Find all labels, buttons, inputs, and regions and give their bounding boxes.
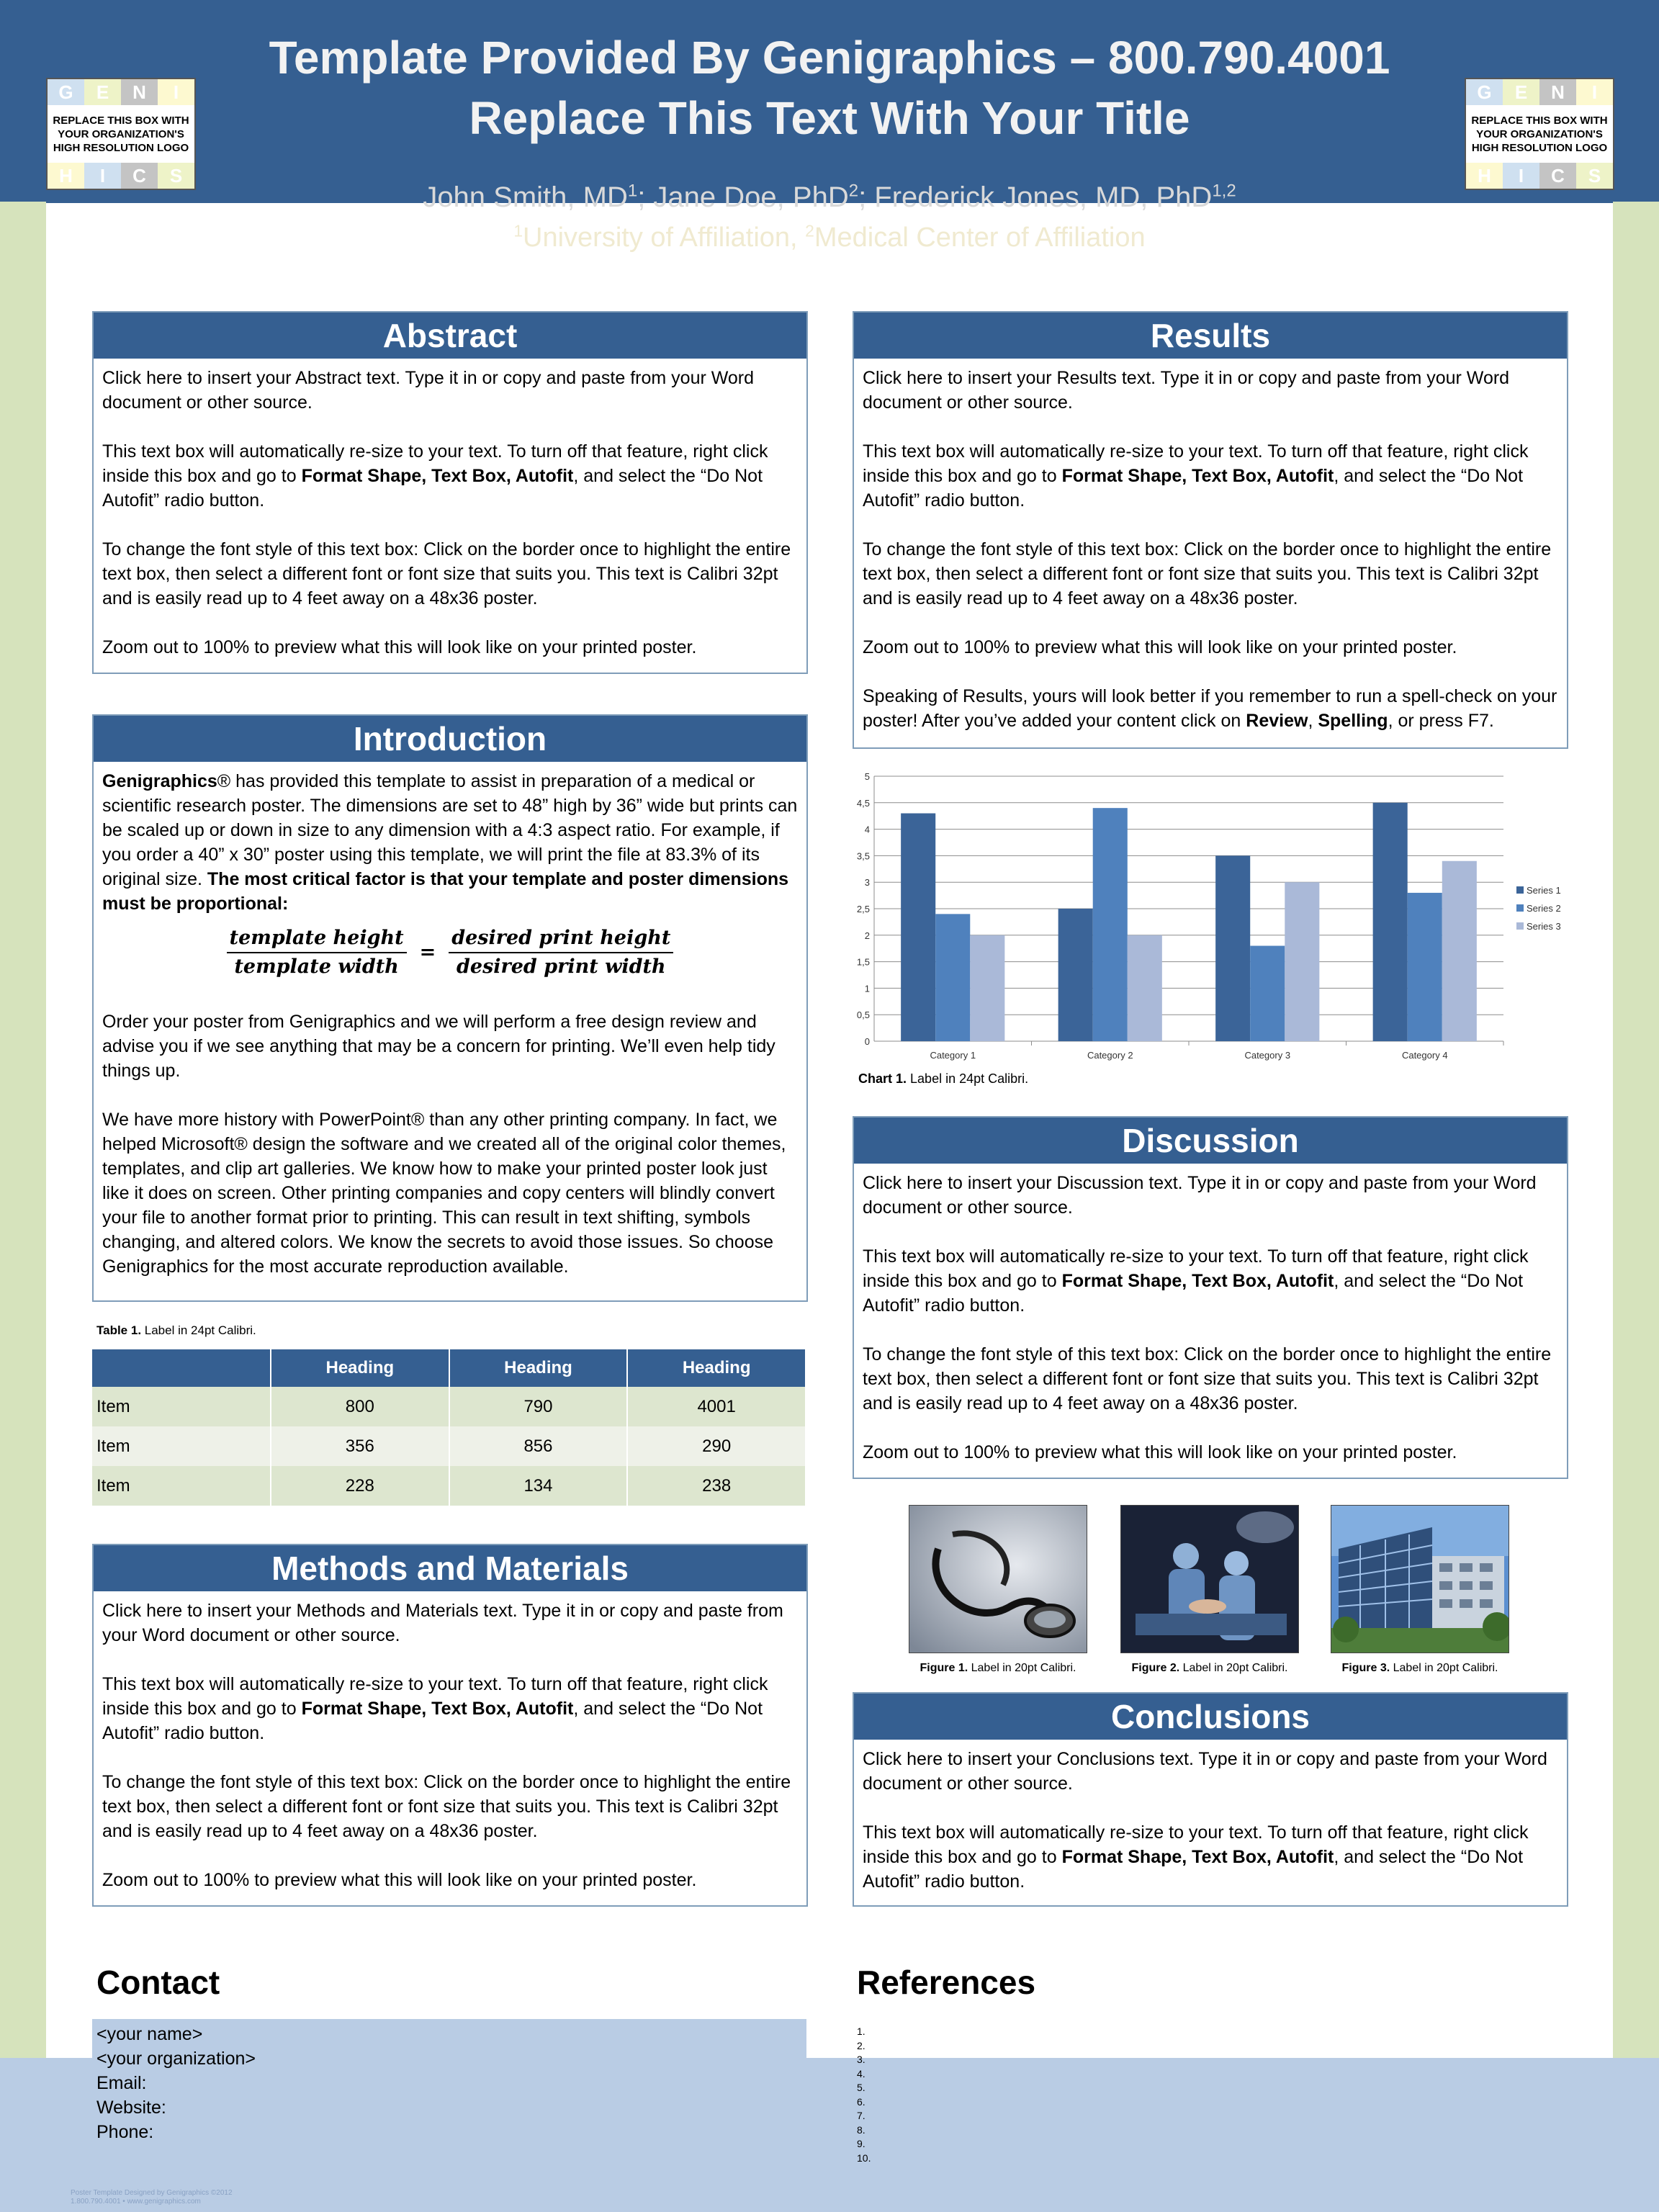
chart-bar-series-1: [901, 814, 935, 1041]
left-side-band: [0, 202, 46, 2059]
introduction-paragraph: [102, 769, 798, 916]
methods-heading: Methods and Materials: [94, 1545, 806, 1591]
text-run: This text box will automatically re-size to your text. To turn off that feature, right click inside this box and go to: [102, 1674, 768, 1719]
formula-numerator: template height: [227, 926, 407, 953]
table-row: [92, 1466, 806, 1506]
contact-heading: Contact: [96, 1964, 220, 2001]
data-table[interactable]: [92, 1349, 806, 1506]
table-cell: 800: [271, 1387, 449, 1426]
discussion-paragraph: To change the font style of this text box: Click on the border once to highlight the entire text box, then select a different font or font size that suits you. This text is Calibri 32pt and is easily read up to 4 feet away on a 48x36 poster.: [863, 1344, 1552, 1413]
logo-placeholder-left[interactable]: [46, 78, 196, 190]
methods-body[interactable]: [94, 1591, 806, 1892]
formula-equals: =: [419, 941, 436, 963]
table-cell: Item: [92, 1466, 271, 1506]
reference-item: 8.: [857, 2123, 866, 2136]
affil-2-sup: 2: [805, 221, 814, 240]
discussion-paragraph: [863, 1244, 1558, 1318]
results-paragraph: [863, 684, 1558, 733]
abstract-paragraph: To change the font style of this text box: Click on the border once to highlight the entire text box, then select a different font or font size that suits you. This text is Calibri 32pt and is easily read up to 4 feet away on a 48x36 poster.: [102, 539, 791, 608]
logo-text-line: YOUR ORGANIZATION'S: [1476, 127, 1603, 140]
contact-phone: Phone:: [96, 2122, 154, 2142]
introduction-section: [92, 714, 808, 1302]
methods-paragraph: Click here to insert your Methods and Materials text. Type it in or copy and paste from your Word document or other source.: [102, 1601, 783, 1645]
figure-3-building-image[interactable]: [1331, 1505, 1509, 1653]
chart-legend-swatch: [1516, 904, 1524, 912]
text-run: ®: [217, 771, 231, 791]
right-side-band: [1613, 202, 1659, 2059]
table-cell: Item: [92, 1387, 271, 1426]
author-1: John Smith, MD: [423, 181, 628, 213]
bold-run: Review: [1246, 711, 1308, 731]
author-2: ; Jane Doe, PhD: [637, 181, 849, 213]
chart-legend-label: Series 2: [1527, 903, 1561, 914]
contact-email: Email:: [96, 2073, 147, 2093]
introduction-body[interactable]: [94, 762, 806, 1279]
abstract-paragraph: [102, 439, 798, 513]
figure-1-stethoscope-image[interactable]: [909, 1505, 1087, 1653]
chart-bar-series-3: [1128, 935, 1162, 1041]
abstract-paragraph: Click here to insert your Abstract text. Type it in or copy and paste from your Word document or other source.: [102, 368, 755, 413]
caption-bold: Figure 3.: [1341, 1662, 1390, 1674]
conclusions-paragraph: Click here to insert your Conclusions text. Type it in or copy and paste from your Word document or other source.: [863, 1749, 1547, 1794]
chart-bar-series-3: [970, 935, 1004, 1041]
caption-bold: Figure 1.: [920, 1662, 968, 1674]
table-cell: 238: [627, 1466, 806, 1506]
title-line-2: Replace This Text With Your Title: [469, 92, 1190, 144]
table-header-cell: Heading: [271, 1349, 449, 1387]
chart-y-tick-label: 0,5: [856, 1010, 870, 1021]
table-cell: 228: [271, 1466, 449, 1506]
contact-website: Website:: [96, 2098, 166, 2118]
reference-item: 10.: [857, 2152, 871, 2164]
footer-credit: [71, 2189, 233, 2206]
caption-bold: Chart 1.: [858, 1071, 907, 1086]
chart-legend-label: Series 3: [1527, 921, 1561, 932]
chart-y-tick-label: 2,5: [856, 904, 870, 914]
affil-2: Medical Center of Affiliation: [814, 222, 1146, 253]
methods-paragraph: Zoom out to 100% to preview what this will look like on your printed poster.: [102, 1870, 697, 1890]
proportion-formula: [102, 926, 798, 979]
title-line-1: Template Provided By Genigraphics – 800.790.4001: [269, 32, 1390, 84]
contact-box[interactable]: [92, 2019, 806, 2149]
results-paragraph: To change the font style of this text box: Click on the border once to highlight the entire text box, then select a different font or font size that suits you. This text is Calibri 32pt and is easily read up to 4 feet away on a 48x36 poster.: [863, 539, 1552, 608]
text-run: , and select the “Do Not Autofit” radio button.: [102, 1699, 763, 1743]
author-3-sup: 1,2: [1212, 181, 1236, 201]
bold-run: Spelling: [1318, 711, 1388, 731]
reference-item: 6.: [857, 2095, 866, 2108]
logo-text-line: HIGH RESOLUTION LOGO: [53, 141, 189, 154]
bold-run: Format Shape, Text Box, Autofit: [301, 466, 574, 486]
poster-title[interactable]: [216, 27, 1443, 148]
table-cell: 856: [449, 1426, 628, 1466]
methods-section: [92, 1544, 808, 1907]
reference-item: 9.: [857, 2138, 866, 2149]
formula-denominator: desired print width: [457, 956, 666, 978]
reference-item: 2.: [857, 2039, 866, 2051]
discussion-paragraph: Zoom out to 100% to preview what this will look like on your printed poster.: [863, 1442, 1457, 1462]
results-section: [853, 311, 1568, 749]
footer-credit-line: 1.800.790.4001 • www.genigraphics.com: [71, 2198, 201, 2206]
logo-text: [1466, 105, 1613, 163]
discussion-paragraph: Click here to insert your Discussion text. Type it in or copy and paste from your Word document or other source.: [863, 1173, 1537, 1218]
text-run: This text box will automatically re-size to your text. To turn off that feature, right click inside this box and go to: [863, 1246, 1529, 1291]
reference-item: 5.: [857, 2082, 866, 2093]
chart-y-tick-label: 3: [864, 877, 870, 889]
figure-1-caption: [887, 1662, 1109, 1675]
bold-run: Format Shape, Text Box, Autofit: [1061, 1271, 1334, 1291]
caption-bold: Figure 2.: [1131, 1662, 1180, 1674]
affiliations-line[interactable]: [216, 220, 1443, 255]
conclusions-body[interactable]: [854, 1740, 1567, 1894]
discussion-section: [853, 1116, 1568, 1479]
logo-text-line: REPLACE THIS BOX WITH: [1471, 114, 1608, 127]
chart-bar-series-2: [1408, 893, 1442, 1041]
formula-left-fraction: [227, 926, 407, 979]
chart-bar-series-2: [1250, 946, 1285, 1041]
bold-run: Format Shape, Text Box, Autofit: [301, 1699, 574, 1719]
chart-legend-swatch: [1516, 886, 1524, 894]
figure-3-caption: [1309, 1662, 1531, 1675]
table-header-cell: [92, 1349, 271, 1387]
caption-text: Label in 20pt Calibri.: [968, 1662, 1076, 1674]
author-2-sup: 2: [848, 181, 859, 201]
caption-text: Label in 24pt Calibri.: [141, 1323, 256, 1337]
text-run: has provided this template to assist in preparation of a medical or scientific research poster. The dimensions are set to 48” high by 36” wide but prints can be scaled up or down in size to any dimension with a 4:3 aspect ratio. For example, if you order a 40” x 30” poster using this template, we will print the file at 83.3% of its original size.: [102, 771, 798, 889]
text-run: This text box will automatically re-size to your text. To turn off that feature, right click inside this box and go to: [102, 441, 768, 486]
caption-text: Label in 24pt Calibri.: [907, 1071, 1029, 1086]
references-list[interactable]: [857, 2025, 871, 2165]
logo-text-line: YOUR ORGANIZATION'S: [58, 127, 184, 140]
bold-run: The most critical factor is that your template and poster dimensions must be proportional:: [102, 869, 789, 914]
logo-placeholder-right[interactable]: [1465, 78, 1614, 190]
logo-letter: I: [1576, 79, 1613, 105]
chart-y-tick-label: 1,5: [856, 956, 870, 968]
chart-x-tick-label: Category 2: [1087, 1050, 1133, 1061]
caption-text: Label in 20pt Calibri.: [1179, 1662, 1288, 1674]
table-header-row: [92, 1349, 806, 1387]
bold-run: Format Shape, Text Box, Autofit: [1061, 1847, 1334, 1867]
logo-letter: N: [121, 79, 158, 105]
logo-letter: S: [1576, 163, 1613, 189]
reference-item: 3.: [857, 2054, 866, 2065]
chart-bar-series-3: [1442, 861, 1477, 1041]
chart-bar-series-1: [1373, 803, 1408, 1041]
hospital-building-icon: [1331, 1506, 1509, 1653]
logo-text-line: REPLACE THIS BOX WITH: [53, 114, 189, 127]
formula-denominator: template width: [234, 956, 399, 978]
chart-y-tick-label: 0: [864, 1036, 870, 1047]
abstract-body[interactable]: [94, 359, 806, 660]
affil-1: University of Affiliation,: [523, 222, 806, 253]
discussion-body[interactable]: [854, 1164, 1567, 1465]
formula-numerator: desired print height: [449, 926, 673, 953]
text-run: ,: [1308, 711, 1318, 731]
bold-run: Format Shape, Text Box, Autofit: [1061, 466, 1334, 486]
table-cell: 290: [627, 1426, 806, 1466]
results-heading: Results: [854, 313, 1567, 359]
results-paragraph: [863, 439, 1558, 513]
logo-letter: H: [48, 163, 84, 189]
text-run: , and select the “Do Not Autofit” radio button.: [863, 466, 1524, 511]
table-row: [92, 1387, 806, 1426]
figure-2-caption: [1099, 1662, 1321, 1675]
table-cell: Item: [92, 1426, 271, 1466]
reference-item: 1.: [857, 2026, 866, 2037]
chart-y-tick-label: 4: [864, 824, 870, 835]
logo-letter: C: [121, 163, 158, 189]
chart-y-tick-label: 2: [864, 930, 870, 941]
introduction-paragraph: Order your poster from Genigraphics and we will perform a free design review and advise you if we see anything that may be a concern for printing. We’ll even help tidy things up.: [102, 1012, 775, 1081]
text-run: This text box will automatically re-size to your text. To turn off that feature, right click inside this box and go to: [863, 441, 1529, 486]
chart-y-tick-label: 1: [864, 983, 870, 994]
logo-letter: N: [1539, 79, 1576, 105]
caption-text: Label in 20pt Calibri.: [1390, 1662, 1498, 1674]
results-body[interactable]: [854, 359, 1567, 733]
footer-credit-line: Poster Template Designed by Genigraphics ©2012: [71, 2189, 233, 2197]
table-cell: 356: [271, 1426, 449, 1466]
table-cell: 4001: [627, 1387, 806, 1426]
abstract-section: [92, 311, 808, 674]
introduction-paragraph: We have more history with PowerPoint® than any other printing company. In fact, we helped Microsoft® design the software and we created all of the original color themes, templates, and clip art galleries. We know how to make your printed poster look just like it does on screen. Other printing companies and copy centers will blindly convert your file to another format prior to printing. This can result in text shifting, symbols changing, and altered colors. We know the secrets to avoid those issues. So choose Genigraphics for the most accurate reproduction available.: [102, 1110, 786, 1277]
chart-x-tick-label: Category 4: [1401, 1050, 1448, 1061]
chart-bar-series-1: [1215, 855, 1250, 1041]
bold-run: Genigraphics: [102, 771, 217, 791]
chart-x-tick-label: Category 1: [930, 1050, 976, 1061]
chart-caption: [858, 1071, 1028, 1087]
author-3: ; Frederick Jones, MD, PhD: [858, 181, 1213, 213]
conclusions-heading: Conclusions: [854, 1694, 1567, 1740]
table-cell: 134: [449, 1466, 628, 1506]
chart-bar-series-2: [935, 914, 970, 1041]
chart-legend-label: Series 1: [1527, 885, 1561, 896]
table-row: [92, 1426, 806, 1466]
results-paragraph: Click here to insert your Results text. Type it in or copy and paste from your Word document or other source.: [863, 368, 1510, 413]
methods-paragraph: [102, 1672, 798, 1745]
stethoscope-icon: [909, 1506, 1087, 1653]
logo-letter: E: [1503, 79, 1539, 105]
contact-name: <your name>: [96, 2024, 203, 2044]
chart-bar-series-2: [1093, 808, 1128, 1041]
logo-letter: I: [158, 79, 194, 105]
caption-bold: Table 1.: [96, 1323, 142, 1337]
logo-text-line: HIGH RESOLUTION LOGO: [1471, 141, 1608, 154]
affil-1-sup: 1: [513, 221, 523, 240]
results-paragraph: Zoom out to 100% to preview what this will look like on your printed poster.: [863, 637, 1457, 657]
formula-right-fraction: [449, 926, 673, 979]
chart-legend-swatch: [1516, 922, 1524, 930]
table-header-cell: Heading: [627, 1349, 806, 1387]
logo-text: [48, 105, 194, 163]
table-header-cell: Heading: [449, 1349, 628, 1387]
logo-letter: I: [1503, 163, 1539, 189]
logo-letter: C: [1539, 163, 1576, 189]
surgery-team-icon: [1121, 1506, 1299, 1653]
chart-x-tick-label: Category 3: [1244, 1050, 1291, 1061]
methods-paragraph: To change the font style of this text box: Click on the border once to highlight the entire text box, then select a different font or font size that suits you. This text is Calibri 32pt and is easily read up to 4 feet away on a 48x36 poster.: [102, 1772, 791, 1841]
references-heading: References: [857, 1964, 1036, 2001]
logo-letter: G: [1466, 79, 1503, 105]
chart-y-tick-label: 3,5: [856, 850, 870, 862]
logo-letter: H: [1466, 163, 1503, 189]
text-run: Speaking of Results, yours will look better if you remember to run a spell-check on your poster! After you’ve added your content click on: [863, 686, 1557, 731]
conclusions-section: [853, 1692, 1568, 1907]
table-cell: 790: [449, 1387, 628, 1426]
text-run: , or press F7.: [1388, 711, 1494, 731]
reference-item: 4.: [857, 2067, 866, 2080]
authors-line[interactable]: [216, 180, 1443, 215]
chart-y-tick-label: 4,5: [856, 797, 870, 809]
introduction-heading: Introduction: [94, 716, 806, 762]
logo-letter: I: [84, 163, 121, 189]
chart-y-tick-label: 5: [864, 771, 870, 782]
abstract-heading: Abstract: [94, 313, 806, 359]
figure-2-surgery-image[interactable]: [1120, 1505, 1299, 1653]
text-run: , and select the “Do Not Autofit” radio button.: [102, 466, 763, 511]
text-run: , and select the “Do Not Autofit” radio button.: [863, 1847, 1524, 1892]
text-run: , and select the “Do Not Autofit” radio button.: [863, 1271, 1524, 1316]
reference-item: 7.: [857, 2110, 866, 2121]
chart-bar-series-1: [1058, 909, 1093, 1041]
abstract-paragraph: Zoom out to 100% to preview what this will look like on your printed poster.: [102, 637, 697, 657]
table-caption: [96, 1323, 256, 1338]
logo-letter: S: [158, 163, 194, 189]
conclusions-paragraph: [863, 1820, 1558, 1894]
discussion-heading: Discussion: [854, 1118, 1567, 1164]
author-1-sup: 1: [627, 181, 638, 201]
contact-organization: <your organization>: [96, 2049, 256, 2069]
logo-letter: G: [48, 79, 84, 105]
chart-bar-series-3: [1285, 882, 1319, 1041]
results-bar-chart[interactable]: [854, 768, 1574, 1070]
text-run: This text box will automatically re-size to your text. To turn off that feature, right click inside this box and go to: [863, 1822, 1529, 1867]
logo-letter: E: [84, 79, 121, 105]
